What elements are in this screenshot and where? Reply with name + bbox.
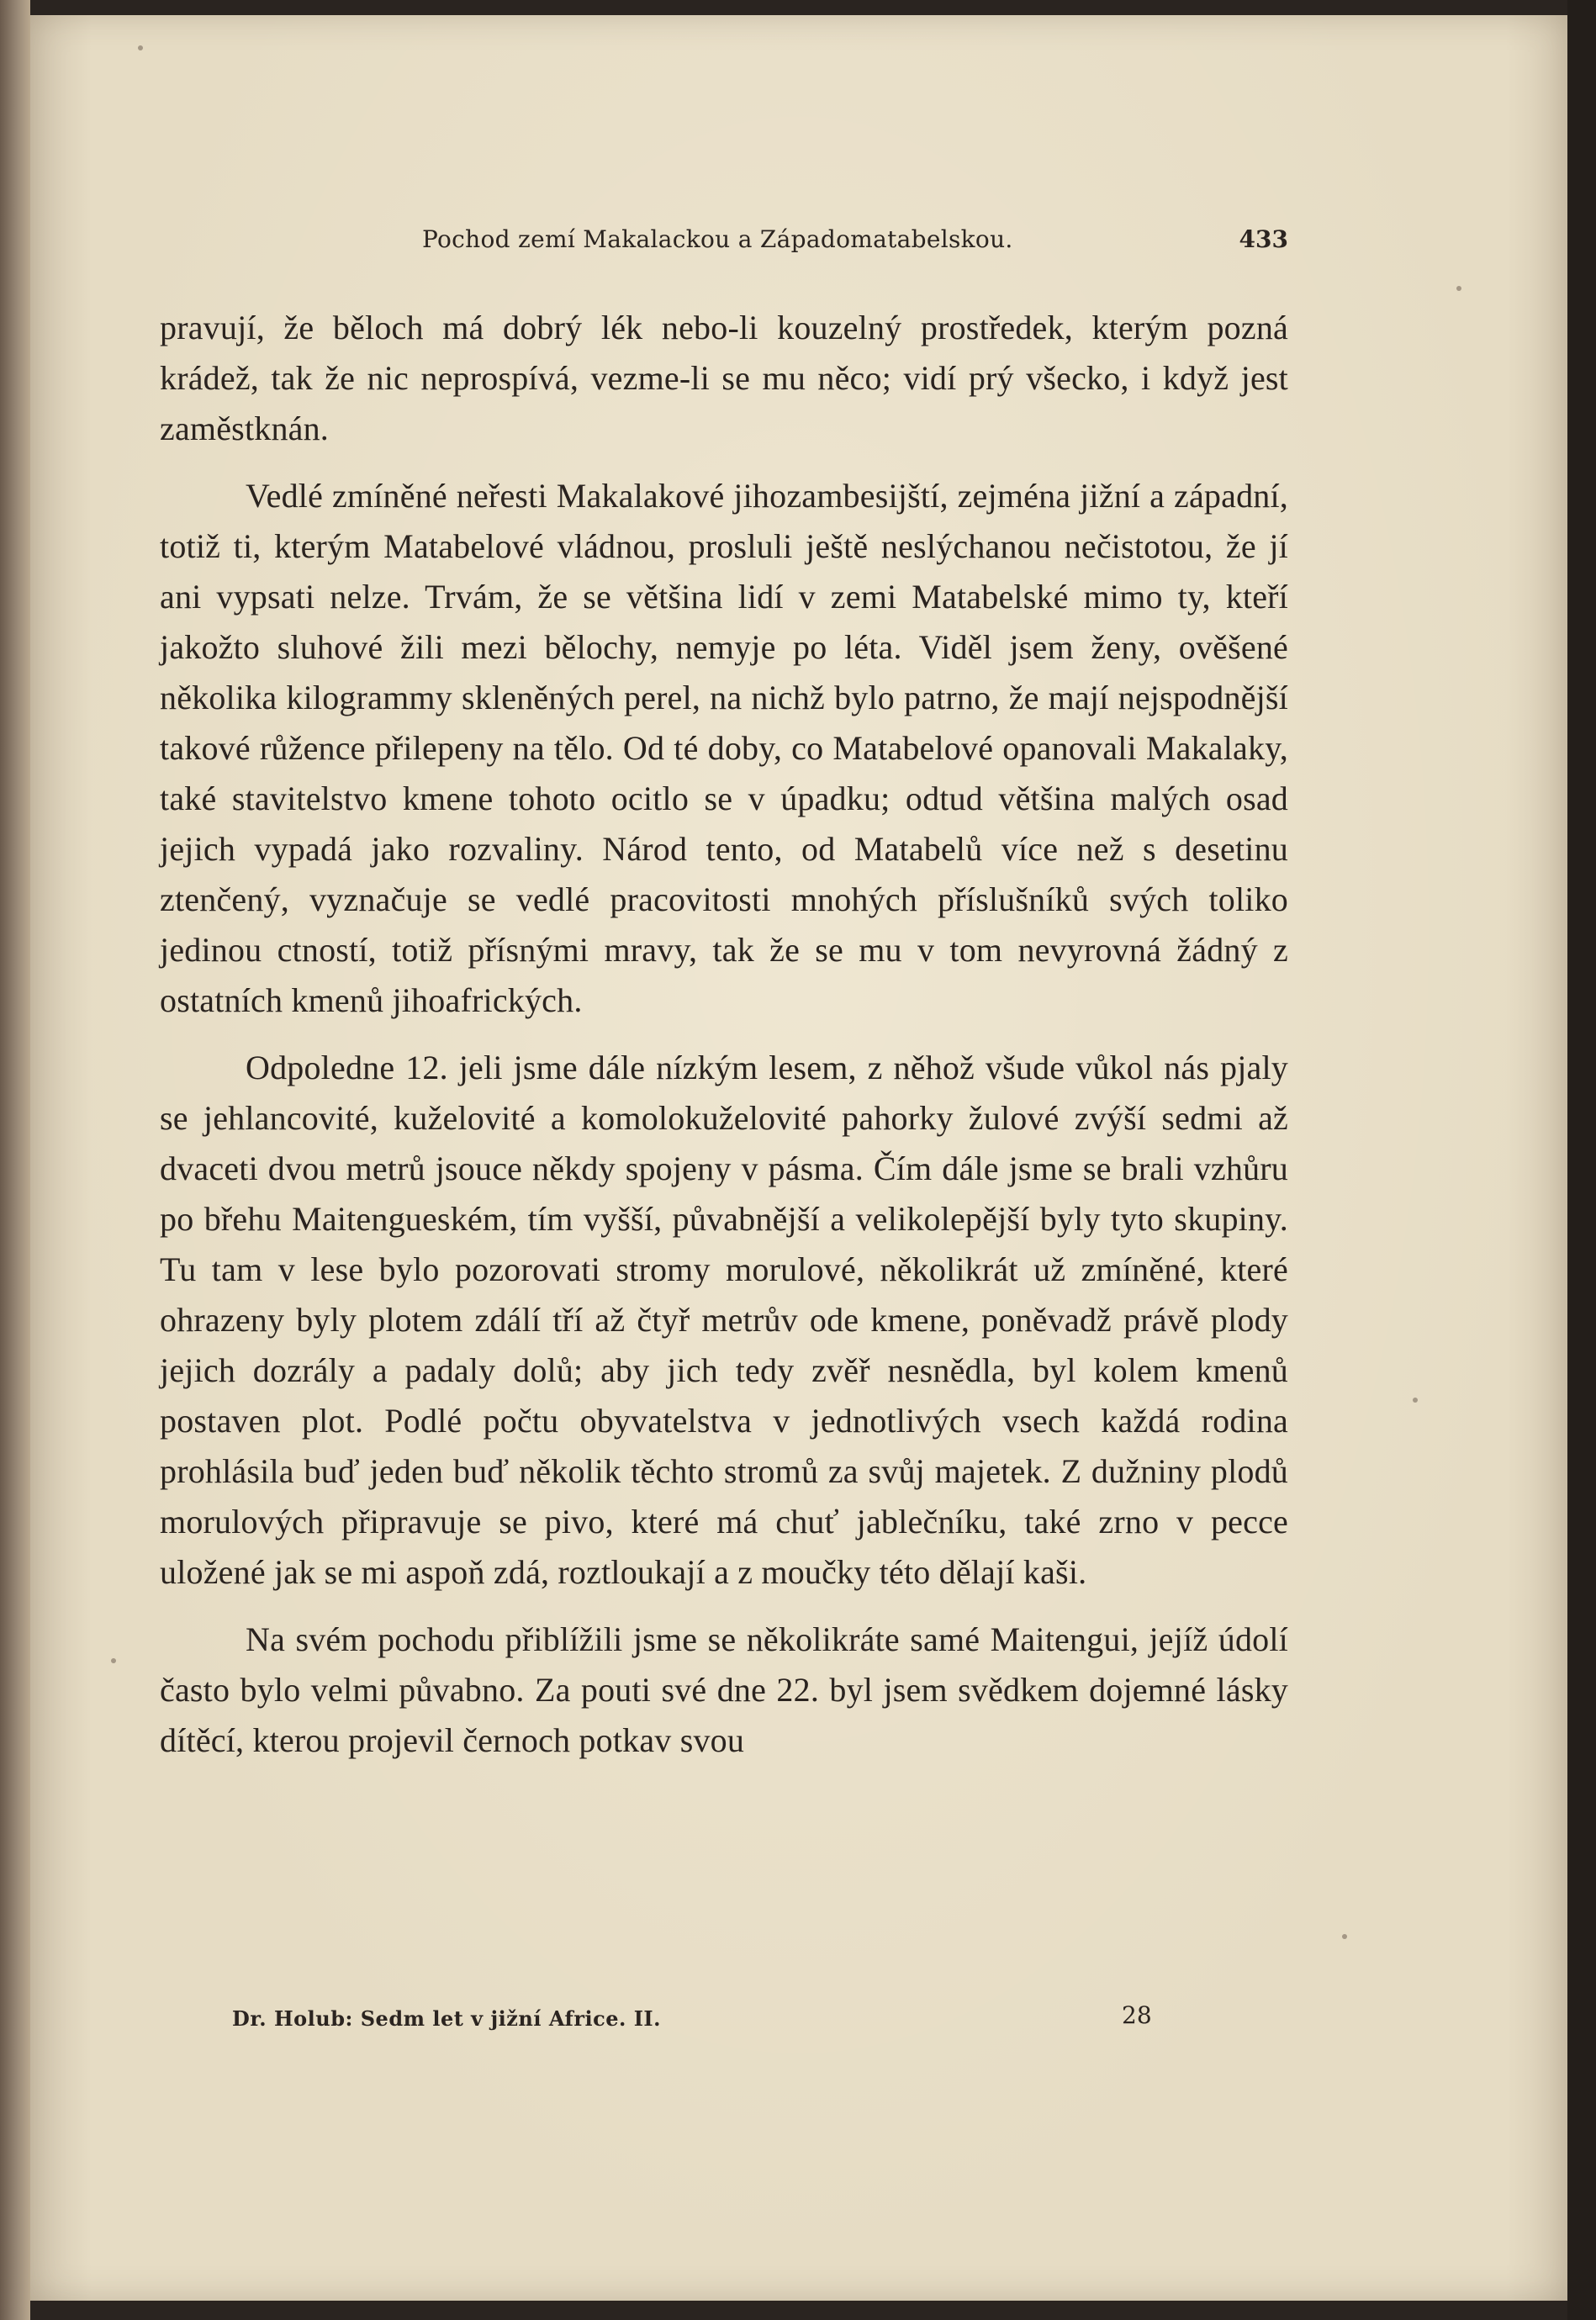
paragraph-4: Na svém pochodu přiblížili jsme se několikráte samé Maitengui, jejíž údolí často bylo velmi půvabno. Za pouti své dne 22. byl jsem svědkem dojemné lásky dítěcí, kterou projevil černoch potkav svou xyxy=(160,1620,1288,1759)
page-header xyxy=(160,225,1288,259)
paragraph-3: Odpoledne 12. jeli jsme dále nízkým lesem, z něhož všude vůkol nás pjaly se jehlancovité, kuželovité a komolokuželovité pahorky žulové zvýší sedmi až dvaceti dvou metrů jsouce někdy spojeny v pásma. Čím dále jsme se brali vzhůru po břehu Maitengueském, tím vyšší, půvabnější a velikolepější byly tyto skupiny. Tu tam v lese bylo pozorovati stromy morulové, několikrát už zmíněné, které ohrazeny byly plotem zdálí tří až čtyř metrův ode kmene, poněvadž právě plody jejich dozrály a padaly dolů; aby jich tedy zvěř nesnědla, byl kolem kmenů postaven plot. Podlé počtu obyvatelstva v jednotlivých vsech každá rodina prohlásila buď jeden buď několik těchto stromů za svůj majetek. Z dužniny plodů morulových připravuje se pivo, které má chuť jablečníku, také zrno v pecce uložené jak se mi aspoň zdá, roztloukají a z moučky této dělají kaši. xyxy=(160,1049,1288,1591)
paragraph-1: pravují, že běloch má dobrý lék nebo-li kouzelný prostředek, kterým pozná krádež, tak že nic neprospívá, vezme-li se mu něco; vidí prý všecko, i když jest zaměstknán. xyxy=(160,309,1288,447)
paper-speck xyxy=(1342,1934,1347,1939)
running-title: Pochod zemí Makalackou a Západomatabelskou. xyxy=(422,225,1013,253)
page-footer xyxy=(195,2001,1162,2037)
paper-speck xyxy=(1456,286,1461,291)
paper-speck xyxy=(138,45,143,50)
paragraph-2: Vedlé zmíněné neřesti Makalakové jihozambesijští, zejména jižní a západní, totiž ti, kterým Matabelové vládnou, prosluli ještě neslýchanou nečistotou, že jí ani vypsati nelze. Trvám, že se většina lidí v zemi Matabelské mimo ty, kteří jakožto sluhové žili mezi bělochy, nemyje po léta. Viděl jsem ženy, ověšené několika kilogrammy skleněných perel, na nichž bylo patrno, že mají nejspodnější takové růžence přilepeny na tělo. Od té doby, co Matabelové opanovali Makalaky, také stavitelstvo kmene tohoto ocitlo se v úpadku; odtud většina malých osad jejich vypadá jako rozvaliny. Národ tento, od Matabelů více než s desetinu ztenčený, vyznačuje se vedlé pracovitosti mnohých příslušníků svých toliko jedinou ctností, totiž přísnými mravy, tak že se mu v tom nevyrovná žádný z ostatních kmenů jihoafrických. xyxy=(160,477,1288,1019)
book-spine-edge xyxy=(0,0,30,2320)
signature-mark: 28 xyxy=(1122,2001,1152,2029)
right-dark-border xyxy=(1567,0,1596,2320)
paper-speck xyxy=(1413,1398,1418,1403)
page-number: 433 xyxy=(1239,225,1288,253)
signature-line: Dr. Holub: Sedm let v jižní Africe. II. xyxy=(232,2006,662,2031)
body-text xyxy=(160,303,1288,1783)
paper-speck xyxy=(111,1658,116,1663)
